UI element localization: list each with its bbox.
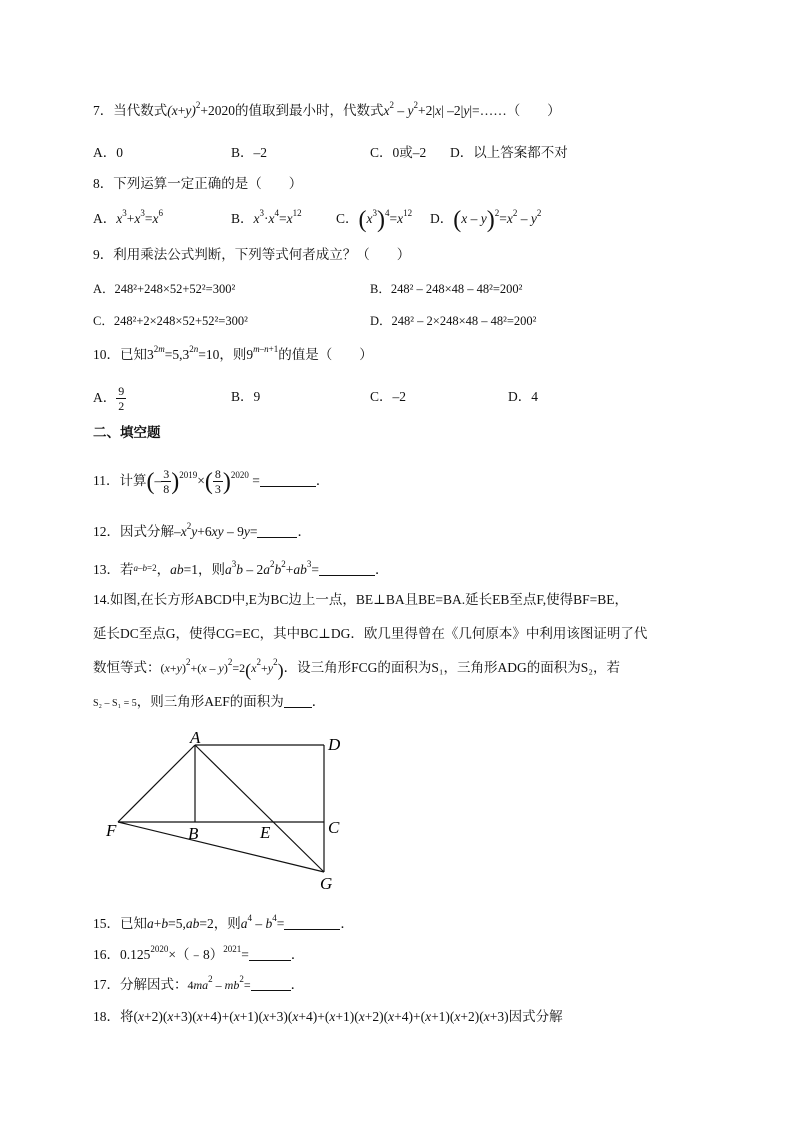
segment-fg bbox=[118, 822, 324, 872]
q8-option-d[interactable]: D．$(x - y)^2=x^2 - y^2$ bbox=[430, 207, 542, 233]
question-12: 12．因式分解$-x^2y+6xy - 9y=$ ． bbox=[93, 521, 311, 539]
question-14-line1: 14.如图,在长方形ABCD中,E为BC边上一点，BE⊥BA且BE=BA.延长EB至点F,使得BF=BE， bbox=[93, 592, 629, 607]
segment-af bbox=[118, 745, 195, 822]
q14-geometry-figure bbox=[100, 725, 360, 895]
question-11: 11．计算(– $\frac{3}{8}$ )$^{2019}$×( $\frac{8}{3}$ )$^{2020}$ = ． bbox=[93, 467, 330, 497]
question-7: 7．当代数式$(x+y)^2+2020$的值取到最小时，代数式$x^2 - y^2+2|x|$ –2|y|=……（ ） bbox=[93, 100, 561, 118]
point-label-g: G bbox=[320, 874, 333, 893]
q8-option-b[interactable]: B．$x^3\cdot x^4=x^{12}$ bbox=[231, 208, 302, 226]
point-label-a: A bbox=[190, 728, 201, 747]
segment-ag bbox=[195, 745, 324, 872]
point-label-e: E bbox=[260, 823, 271, 842]
q7-option-d[interactable]: D．以上答案都不对 bbox=[450, 145, 568, 160]
q7-option-a[interactable]: A．0 bbox=[93, 145, 123, 160]
q17-answer-blank[interactable] bbox=[251, 976, 291, 991]
question-17: 17．分解因式：$4ma^2 - mb^2=$ ． bbox=[93, 974, 305, 992]
point-label-f: F bbox=[106, 821, 117, 840]
point-label-c: C bbox=[328, 818, 340, 837]
question-14-line2: 延长DC至点G，使得CG=EC，其中BC⊥DG．欧几里得曾在《几何原本》中利用该图证明了代 bbox=[93, 626, 648, 641]
q8-option-c[interactable]: C．$(x^3)^4=x^{12}$ bbox=[336, 207, 413, 233]
q9-option-c[interactable]: C．248²+2×248×52+52²=300² bbox=[93, 314, 248, 328]
section-heading-fill-in: 二、填空题 bbox=[93, 425, 161, 441]
q9-option-b[interactable]: B．248² – 248×48 – 48²=200² bbox=[370, 282, 523, 296]
question-15: 15．已知a+b=5,ab=2，则$a^4 - b^4=$ ． bbox=[93, 913, 354, 931]
q9-option-a[interactable]: A．248²+248×52+52²=300² bbox=[93, 282, 236, 296]
q9-option-d[interactable]: D．248² – 2×248×48 – 48²=200² bbox=[370, 314, 537, 328]
q10-option-b[interactable]: B．9 bbox=[231, 389, 261, 404]
q15-answer-blank[interactable] bbox=[284, 915, 340, 930]
q10-option-a[interactable]: A． $\frac{9}{2}$ bbox=[93, 384, 125, 414]
question-10: 10．已知$3^{2m}=5,3^{2n}=10$，则$9^{m-n+1}$的值是（ ） bbox=[93, 344, 373, 362]
question-14-line3: 数恒等式：$(x+y)^2+(x - y)^2=2(x^2+y^2)$．设三角形FCG的面积为S₁，三角形ADG的面积为S₂，若 bbox=[93, 657, 621, 680]
point-label-b: B bbox=[188, 824, 199, 843]
q11-answer-blank[interactable] bbox=[260, 472, 316, 487]
question-9: 9．利用乘法公式判断，下列等式何者成立？（ ） bbox=[93, 247, 411, 262]
q13-answer-blank[interactable] bbox=[319, 561, 375, 576]
q16-answer-blank[interactable] bbox=[249, 946, 291, 961]
q8-option-a[interactable]: A．$x^3+x^3=x^6$ bbox=[93, 208, 163, 226]
q7-option-b[interactable]: B．–2 bbox=[231, 145, 268, 160]
q10-option-d[interactable]: D．4 bbox=[508, 389, 538, 404]
point-label-d: D bbox=[328, 735, 341, 754]
question-13: 13．若$^{a-b=2}$，ab=1，则$a^3b - 2a^2b^2+ab^3=$ ． bbox=[93, 559, 389, 577]
q12-answer-blank[interactable] bbox=[257, 523, 297, 538]
question-8: 8．下列运算一定正确的是（ ） bbox=[93, 176, 303, 191]
q14-answer-blank[interactable] bbox=[284, 693, 312, 708]
question-18: 18．将(x+2)(x+3)(x+4)+(x+1)(x+3)(x+4)+(x+1)(x+2)(x+4)+(x+1)(x+2)(x+3)因式分解 bbox=[93, 1009, 563, 1024]
question-14-line4: S₂ – S₁ = 5，则三角形AEF的面积为 ． bbox=[93, 694, 326, 709]
q7-option-c[interactable]: C．0或–2 bbox=[370, 145, 427, 160]
question-16: 16．$0.125^{2020}\times(﹣8)^{2021}=$ ． bbox=[93, 944, 305, 962]
q10-option-c[interactable]: C．–2 bbox=[370, 389, 407, 404]
